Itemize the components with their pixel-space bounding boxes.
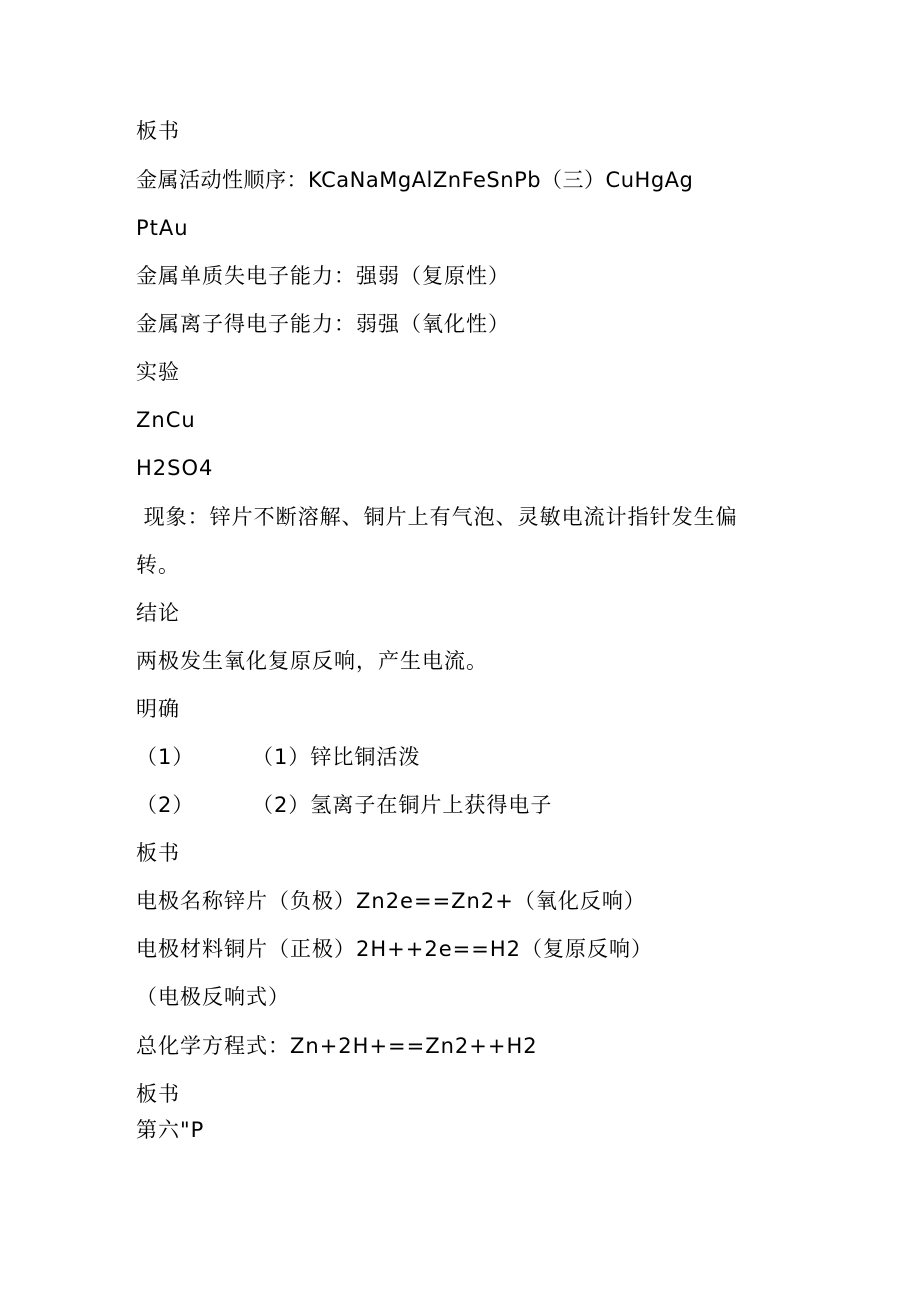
electrode-material-line: 电极材料铜片（正极）2H++2e==H2（复原反响） [136, 937, 653, 961]
heading-banshu-2: 板书 [136, 841, 180, 865]
section-six-line: 第六"P [136, 1118, 205, 1142]
heading-banshu-3: 板书 [136, 1082, 180, 1106]
electrolyte-line: H2SO4 [136, 456, 214, 480]
electrode-equation-label: （电极反响式） [136, 985, 290, 1009]
heading-clarify: 明确 [136, 697, 180, 721]
heading-conclusion: 结论 [136, 601, 180, 625]
conclusion-line: 两极发生氧化复原反响，产生电流。 [136, 649, 488, 673]
oxidizing-ability-line: 金属离子得电子能力：弱强（氧化性） [136, 312, 510, 336]
reducing-ability-line: 金属单质失电子能力：强弱（复原性） [136, 264, 510, 288]
phenomenon-line-cont: 转。 [136, 553, 180, 577]
metal-activity-series: 金属活动性顺序：KCaNaMgAlZnFeSnPb（三）CuHgAg [136, 168, 694, 192]
total-equation-line: 总化学方程式：Zn+2H+==Zn2++H2 [136, 1034, 538, 1058]
phenomenon-line: 现象：锌片不断溶解、铜片上有气泡、灵敏电流计指针发生偏 [136, 505, 738, 529]
clarify-number-2: （2） [136, 793, 195, 817]
clarify-text-1: （1）锌比铜活泼 [252, 745, 421, 769]
clarify-text-2: （2）氢离子在铜片上获得电子 [252, 793, 553, 817]
electrodes-line: ZnCu [136, 408, 196, 432]
electrode-name-line: 电极名称锌片（负极）Zn2e==Zn2+（氧化反响） [136, 889, 646, 913]
metal-activity-series-cont: PtAu [136, 216, 189, 240]
clarify-number-1: （1） [136, 745, 195, 769]
heading-banshu-1: 板书 [136, 119, 180, 143]
heading-experiment: 实验 [136, 360, 180, 384]
